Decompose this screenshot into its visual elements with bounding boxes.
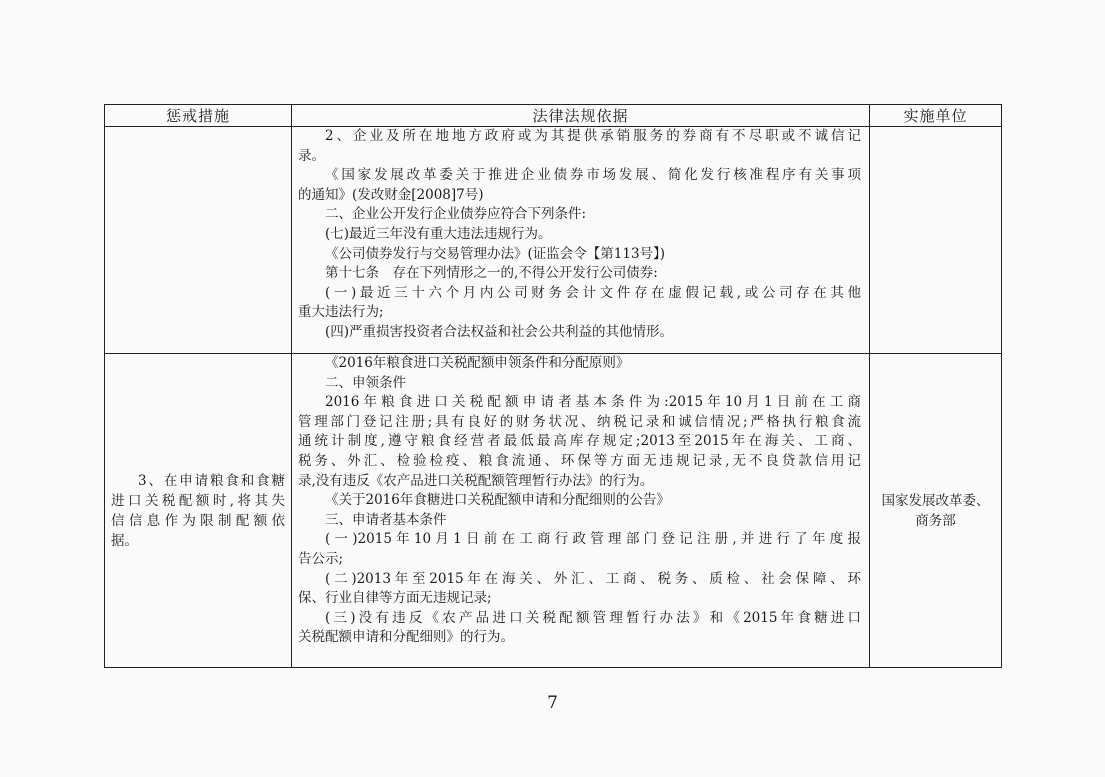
basis-line: 录,没有违反《农产品进口关税配额管理暂行办法》的行为。 <box>298 472 654 489</box>
basis-line: 告公示; <box>298 550 344 567</box>
measure-cell <box>105 354 292 668</box>
basis-line: 管理部门登记注册;具有良好的财务状况、纳税记录和诚信情况;严格执行粮食流 <box>298 413 861 430</box>
unit-line: 国家发展改革委、 <box>881 492 990 509</box>
measures-table <box>104 104 1002 668</box>
basis-line: (四)严重损害投资者合法权益和社会公共利益的其他情形。 <box>325 323 674 340</box>
basis-line: 的通知》(发改财金[2008]7号) <box>298 186 484 203</box>
table-row <box>105 127 1002 354</box>
basis-line: (一)2015年10月1日前在工商行政管理部门登记注册,并进行了年度报 <box>325 531 861 548</box>
header-basis: 法律法规依据 <box>292 105 870 127</box>
header-measures: 惩戒措施 <box>105 105 292 127</box>
basis-line: (七)最近三年没有重大违法违规行为。 <box>325 225 552 242</box>
unit-cell <box>870 127 1002 354</box>
basis-line: 二、企业公开发行企业债券应符合下列条件: <box>325 206 587 223</box>
measure-line: 信信息作为限制配额依 <box>111 512 285 529</box>
basis-line: 通统计制度,遵守粮食经营者最低最高库存规定;2013至2015年在海关、工商、 <box>298 433 861 450</box>
basis-line: 录。 <box>298 147 325 164</box>
basis-line: 《关于2016年食糖进口关税配额申请和分配细则的公告》 <box>325 492 670 509</box>
table-row <box>105 354 1002 668</box>
page-number: 7 <box>547 693 558 713</box>
basis-cell <box>292 127 870 354</box>
basis-line: 2、企业及所在地地方政府或为其提供承销服务的券商有不尽职或不诚信记 <box>325 128 861 144</box>
basis-line: 《公司债券发行与交易管理办法》(证监会令【第113号】) <box>325 245 666 262</box>
measure-line: 进口关税配额时,将其失 <box>111 492 285 509</box>
basis-line: (二)2013年至2015年在海关、外汇、工商、税务、质检、社会保障、环 <box>325 570 861 587</box>
table-header-row <box>105 105 1002 127</box>
basis-line: (三)没有违反《农产品进口关税配额管理暂行办法》和《2015年食糖进口 <box>325 609 861 626</box>
basis-line: 《国家发展改革委关于推进企业债券市场发展、简化发行核准程序有关事项 <box>325 167 861 184</box>
measure-line: 据。 <box>111 532 138 549</box>
measure-line: 3、在申请粮食和食糖 <box>138 472 285 489</box>
basis-line: 三、申请者基本条件 <box>325 511 447 528</box>
basis-line: (一)最近三十六个月内公司财务会计文件存在虚假记载,或公司存在其他 <box>325 284 861 301</box>
basis-line: 重大违法行为; <box>298 304 384 321</box>
basis-line: 税务、外汇、检验检疫、粮食流通、环保等方面无违规记录,无不良贷款信用记 <box>298 452 861 469</box>
basis-cell <box>292 354 870 668</box>
unit-line: 商务部 <box>915 512 956 529</box>
measure-cell <box>105 127 292 354</box>
unit-cell <box>870 354 1002 668</box>
basis-line: 2016年粮食进口关税配额申请者基本条件为:2015年10月1日前在工商 <box>325 394 861 411</box>
basis-line: 关税配额申请和分配细则》的行为。 <box>298 629 514 646</box>
basis-line: 第十七条 存在下列情形之一的,不得公开发行公司债券: <box>325 265 658 282</box>
basis-line: 二、申领条件 <box>325 374 406 391</box>
basis-line: 保、行业自律等方面无违规记录; <box>298 590 492 607</box>
basis-line: 《2016年粮食进口关税配额申领条件和分配原则》 <box>325 355 630 371</box>
header-unit: 实施单位 <box>870 105 1002 127</box>
